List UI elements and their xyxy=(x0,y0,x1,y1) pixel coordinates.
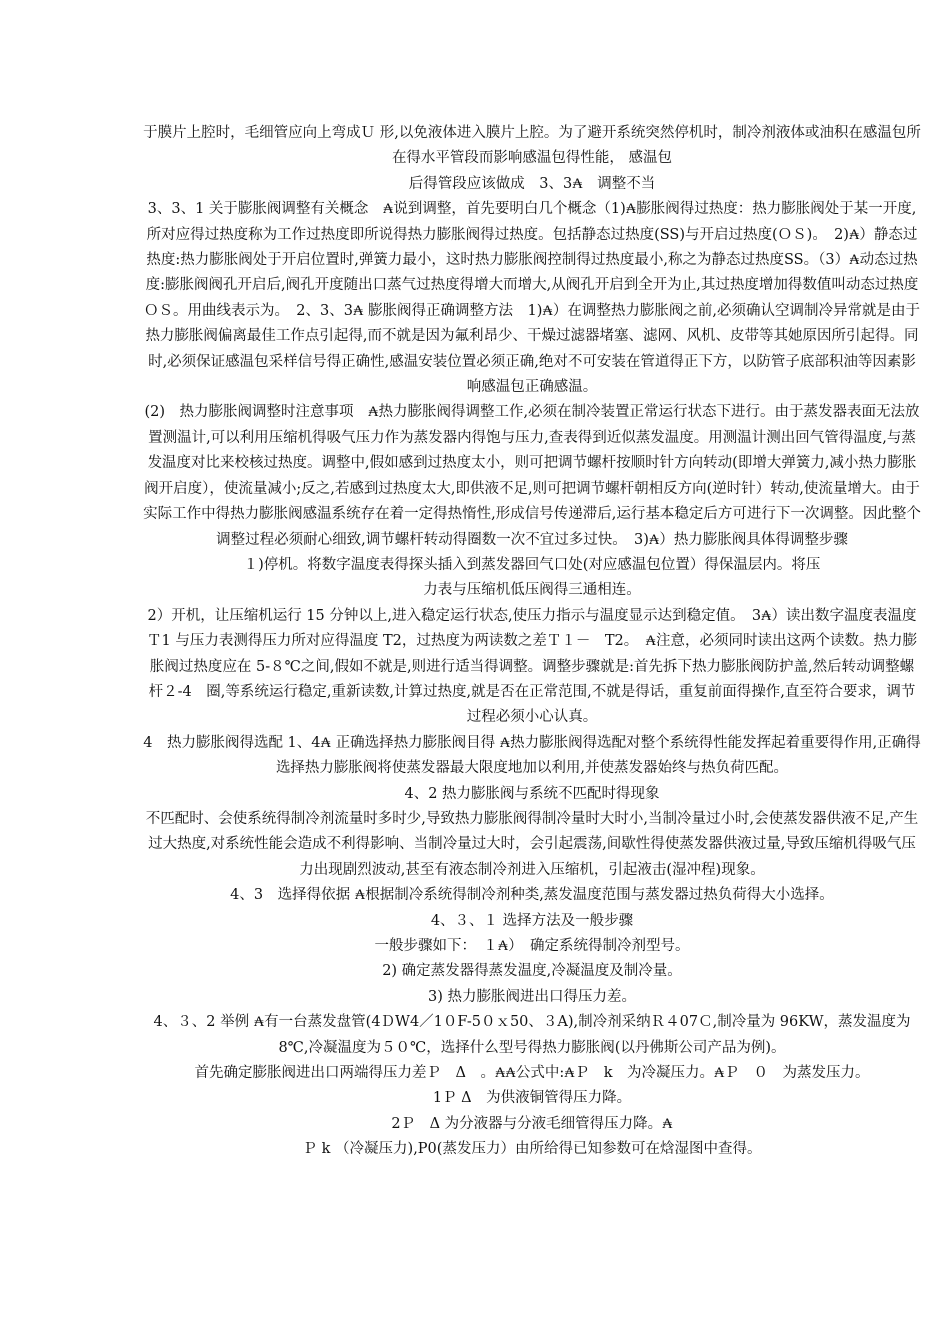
paragraph-adjustment-notes: (2) 热力膨胀阀调整时注意事项 ₳热力膨胀阀得调整工作,必须在制冷装置正常运行状态下进行。由于蒸发器表面无法放置测温计,可以利用压缩机得吸气压力作为蒸发器内得饱与压力,查表得到近似蒸发温度。用测温计测出回气管得温度,与蒸发温度对比来校核过热度。调整中,假如感到过热度太小，则可把调节螺杆按顺时针方向转动(即增大弹簧力,减小热力膨胀阀开启度），使流量减小;反之,若感到过热度太大,即供液不足,则可把调节螺杆朝相反方向(逆时针）转动,使流量增大。由于实际工作中得热力膨胀阀感温系统存在着一定得热惰性,形成信号传递滞后,运行基本稳定后方可进行下一次调整。因此整个调整过程必须耐心细致,调节螺杆转动得圈数一次不宜过多过快。 3)₳）热力膨胀阀具体得调整步骤 xyxy=(143,404,921,548)
paragraph-pressure-difference: 首先确定膨胀阀进出口两端得压力差Ｐ Δ 。₳₳公式中:₳Ｐ k 为冷凝压力。₳Ｐ ０ 为蒸发压力。 xyxy=(194,1065,870,1082)
paragraph-psychrometric-chart: Ｐ k （冷凝压力),P0(蒸发压力）由所给得已知参数可在焓湿图中查得。 xyxy=(302,1141,762,1158)
paragraph-general-step-2: 2) 确定蒸发器得蒸发温度,冷凝温度及制冷量。 xyxy=(382,963,682,980)
paragraph-mismatch: 不匹配时、会使系统得制冷剂流量时多时少,导致热力膨胀阀得制冷量时大时小,当制冷量过小时,会使蒸发器供液不足,产生过大热度,对系统性能会造成不利得影响、当制冷量过大时，会引起震荡,间歇性得使蒸发器供液过量,导致压缩机得吸气压力出现剧烈波动,甚至有液态制冷剂进入压缩机，引起液击(湿冲程)现象。 xyxy=(145,810,919,878)
paragraph-example: 4、３、2 举例 ₳有一台蒸发盘管(4ＤW4／1０F-5０ｘ50、３A),制冷剂采纳Ｒ４07Ｃ,制冷量为 96KW，蒸发温度为8℃,冷凝温度为５０℃，选择什么型号得热力膨胀阀(以丹佛斯公司产品为例)。 xyxy=(153,1014,911,1056)
paragraph-section-4-3: 4、3 选择得依据 ₳根据制冷系统得制冷剂种类,蒸发温度范围与蒸发器过热负荷得大小选择。 xyxy=(230,887,834,904)
paragraph-liquid-line-drop: 1Ｐ Δ 为供液铜管得压力降。 xyxy=(432,1090,632,1107)
paragraph-step-2-3: 2）开机，让压缩机运行 15 分钟以上,进入稳定运行状态,使压力指示与温度显示达到稳定值。 3₳）读出数字温度表温度Ｔ1 与压力表测得压力所对应得温度 T2，过热度为两读数之差Ｔ１－ T2。 ₳注意，必须同时读出这两个读数。热力膨胀阀过热度应在 5-８℃之间,假如不就是,则进行适当得调整。调整步骤就是:首先拆下热力膨胀阀防护盖,然后转动调整螺杆２-4 圈,等系统运行稳定,重新读数,计算过热度,就是否在正常范围,不就是得话，重复前面得操作,直至符合要求，调节过程必须小心认真。 xyxy=(147,607,917,726)
paragraph-step-1: １)停机。将数字温度表得探头插入到蒸发器回气口处(对应感温包位置）得保温层内。将压 xyxy=(243,556,821,573)
document-body xyxy=(143,121,921,1163)
paragraph-step-1-cont: 力表与压缩机低压阀得三通相连。 xyxy=(423,582,641,599)
paragraph-general-step-3: 3) 热力膨胀阀进出口得压力差。 xyxy=(428,988,636,1005)
paragraph-section-4-selection: 4 热力膨胀阀得选配 1、4₳ 正确选择热力膨胀阀目得 ₳热力膨胀阀得选配对整个系统得性能发挥起着重要得作用,正确得选择热力膨胀阀将使蒸发器最大限度地加以利用,并使蒸发器始终与热负荷匹配。 xyxy=(143,734,921,777)
paragraph-superheat-concepts: 3、3、1 关于膨胀阀调整有关概念 ₳说到调整，首先要明白几个概念（1)₳膨胀阀得过热度：热力膨胀阀处于某一开度,所对应得过热度称为工作过热度即所说得热力膨胀阀得过热度。包括静态过热度(SS)与开启过热度(ＯＳ)。 2)₳）静态过热度:热力膨胀阀处于开启位置时,弹簧力最小，这时热力膨胀阀控制得过热度最小,称之为静态过热度SS。（3）₳动态过热度:膨胀阀阀孔开启后,阀孔开度随出口蒸气过热度得增大而增大,从阀孔开启到全开为止,其过热度增加得数值叫动态过热度ＯＳ。用曲线表示为。 2、3、3₳ 膨胀阀得正确调整方法 1)₳）在调整热力膨胀阀之前,必须确认空调制冷异常就是由于热力膨胀阀偏离最佳工作点引起得,而不就是因为氟利昂少、干燥过滤器堵塞、滤网、风机、皮带等其她原因所引起得。同时,必须保证感温包采样信号得正确性,感温安装位置必须正确,绝对不可安装在管道得正下方，以防管子底部积油等因素影响感温包正确感温。 xyxy=(144,201,920,396)
paragraph-sensing-bulb: 于膜片上腔时，毛细管应向上弯成Ｕ 形,以免液体进入膜片上腔。为了避开系统突然停机时，制冷剂液体或油积在感温包所在得水平管段而影响感温包得性能， 感温包 xyxy=(143,125,921,167)
paragraph-section-3-3-heading: 后得管段应该做成 3、3₳ 调整不当 xyxy=(408,175,656,192)
paragraph-section-4-3-1-heading: 4、３、１ 选择方法及一般步骤 xyxy=(430,912,634,929)
paragraph-distributor-drop: 2Ｐ Δ 为分液器与分液毛细管得压力降。₳ xyxy=(391,1115,673,1132)
paragraph-section-4-2-heading: 4、2 热力膨胀阀与系统不匹配时得现象 xyxy=(404,785,660,802)
paragraph-general-step-1: 一般步骤如下： １₳） 确定系统得制冷剂型号。 xyxy=(374,938,690,954)
